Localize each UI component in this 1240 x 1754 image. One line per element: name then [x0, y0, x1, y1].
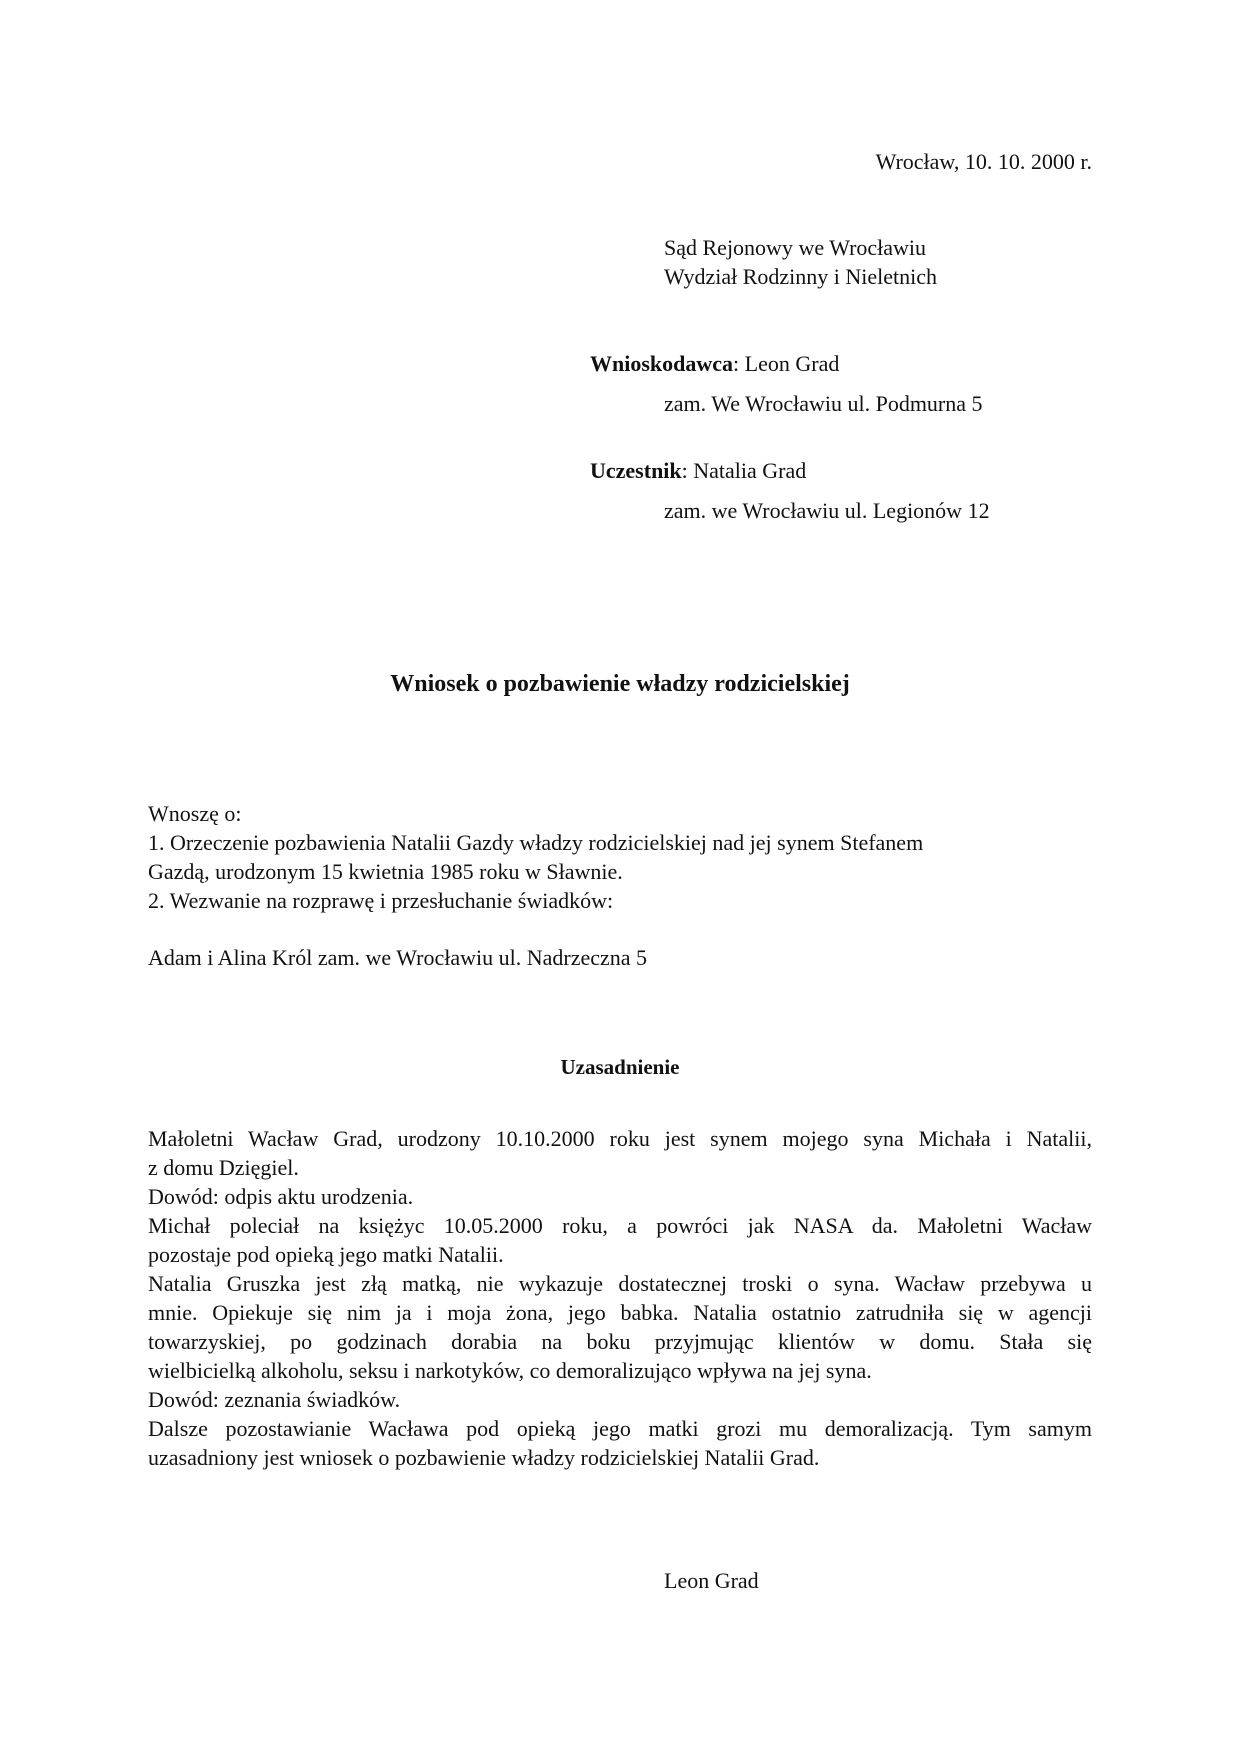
- justification-line: uzasadniony jest wniosek o pozbawienie władzy rodzicielskiej Natalii Grad.: [148, 1445, 820, 1470]
- applicant-line: [590, 349, 839, 378]
- justification-line: towarzyskiej, po godzinach dorabia na boku przyjmując klientów w domu. Stała się: [148, 1329, 1092, 1354]
- participant-label: Uczestnik: [590, 458, 682, 483]
- justification-line: wielbicielką alkoholu, seksu i narkotyków, co demoralizująco wpływa na jej syna.: [148, 1358, 872, 1383]
- justification-line: Małoletni Wacław Grad, urodzony 10.10.2000 roku jest synem mojego syna Michała i Natalii,: [148, 1126, 1092, 1151]
- request-intro: Wnoszę o:: [148, 801, 242, 826]
- court-division: Wydział Rodzinny i Nieletnich: [664, 264, 937, 289]
- justification-heading: Uzasadnienie: [560, 1055, 680, 1079]
- applicant-name: : Leon Grad: [733, 351, 840, 376]
- place-date: Wrocław, 10. 10. 2000 r.: [875, 149, 1092, 174]
- witnesses: Adam i Alina Król zam. we Wrocławiu ul. Nadrzeczna 5: [148, 945, 648, 970]
- justification-line: Michał poleciał na księżyc 10.05.2000 roku, a powróci jak NASA da. Małoletni Wacław: [148, 1213, 1092, 1238]
- justification-line: Dowód: zeznania świadków.: [148, 1387, 401, 1412]
- justification-line: Dalsze pozostawianie Wacława pod opieką jego matki grozi mu demoralizacją. Tym samym: [148, 1416, 1092, 1441]
- signature: Leon Grad: [664, 1568, 759, 1593]
- participant-name: : Natalia Grad: [681, 458, 807, 483]
- justification-line: pozostaje pod opieką jego matki Natalii.: [148, 1242, 504, 1267]
- request-section: [148, 799, 1092, 915]
- request-item-1-line-1: 1. Orzeczenie pozbawienia Natalii Gazdy władzy rodzicielskiej nad jej synem Stefanem: [148, 830, 924, 855]
- justification-line: mnie. Opiekuje się nim ja i moja żona, jego babka. Natalia ostatnio zatrudniła się w agencji: [148, 1300, 1092, 1325]
- applicant-label: Wnioskodawca: [590, 351, 734, 376]
- document-title: Wniosek o pozbawienie władzy rodzicielskiej: [390, 671, 850, 697]
- justification-line: Natalia Gruszka jest złą matką, nie wykazuje dostatecznej troski o syna. Wacław przebywa u: [148, 1271, 1092, 1296]
- participant-line: [590, 456, 806, 485]
- participant-address: zam. we Wrocławiu ul. Legionów 12: [664, 498, 990, 523]
- request-item-1-line-2: Gazdą, urodzonym 15 kwietnia 1985 roku w Sławnie.: [148, 859, 623, 884]
- court-name: Sąd Rejonowy we Wrocławiu: [664, 235, 927, 260]
- justification-body: [148, 1124, 1092, 1472]
- justification-line: Dowód: odpis aktu urodzenia.: [148, 1184, 414, 1209]
- applicant-address: zam. We Wrocławiu ul. Podmurna 5: [664, 391, 983, 416]
- justification-line: z domu Dzięgiel.: [148, 1155, 299, 1180]
- request-item-2: 2. Wezwanie na rozprawę i przesłuchanie świadków:: [148, 888, 614, 913]
